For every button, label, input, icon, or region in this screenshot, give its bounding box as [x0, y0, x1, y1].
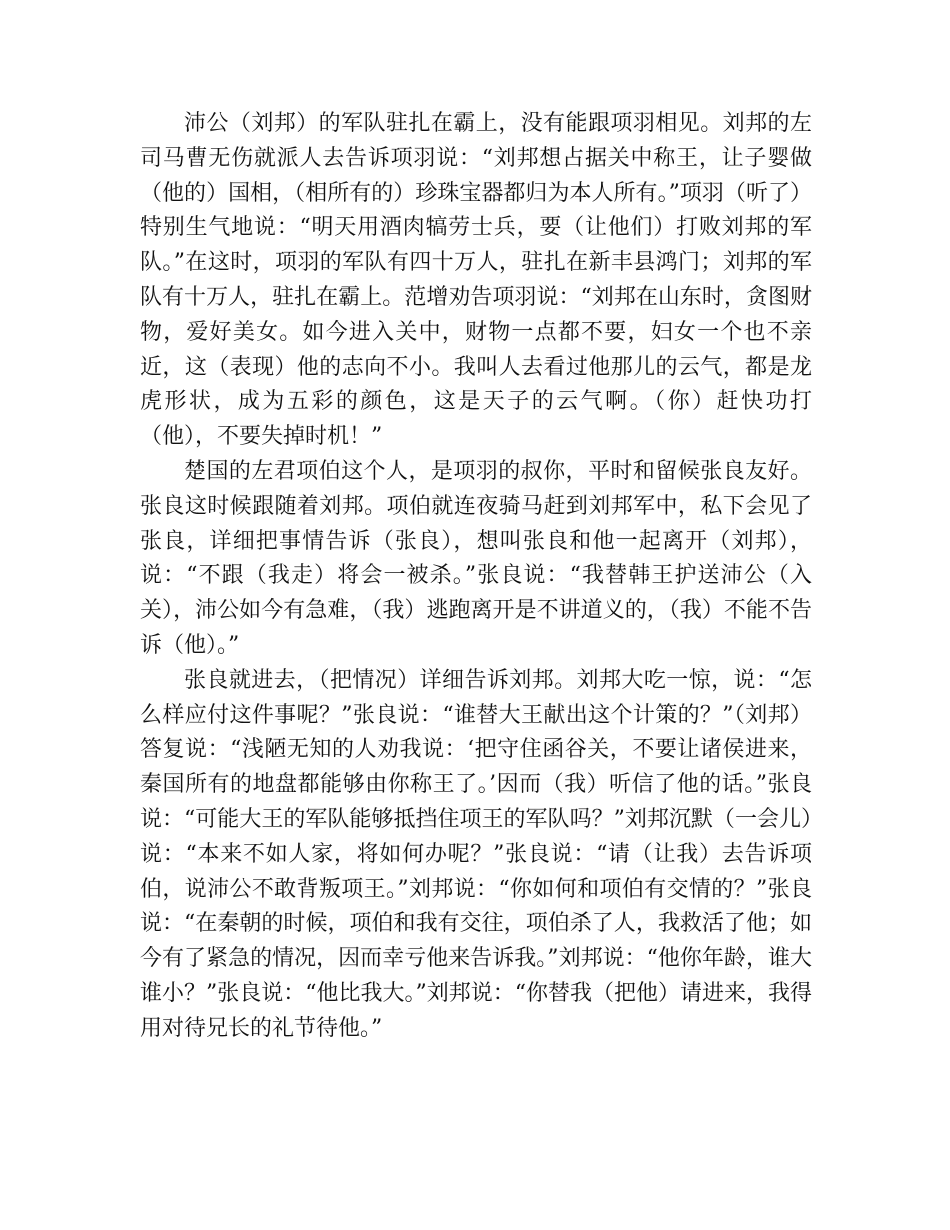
paragraph-2: 楚国的左君项伯这个人，是项羽的叔你，平时和留候张良友好。张良这时候跟随着刘邦。项伯就连夜骑马赶到刘邦军中，私下会见了张良，详细把事情告诉（张良），想叫张良和他一起离开（刘邦），说：“不跟（我走）将会一被杀。”张良说：“我替韩王护送沛公（入关），沛公如今有急难，（我）逃跑离开是不讲道义的，（我）不能不告诉（他）。”: [140, 458, 812, 658]
document-body: [140, 107, 812, 1047]
paragraph-1: 沛公（刘邦）的军队驻扎在霸上，没有能跟项羽相见。刘邦的左司马曹无伤就派人去告诉项羽说：“刘邦想占据关中称王，让子婴做（他的）国相，（相所有的）珍珠宝器都归为本人所有。”项羽（听了）特别生气地说：“明天用酒肉犒劳士兵，要（让他们）打败刘邦的军队。”在这时，项羽的军队有四十万人，驻扎在新丰县鸿门；刘邦的军队有十万人，驻扎在霸上。范增劝告项羽说：“刘邦在山东时，贪图财物，爱好美女。如今进入关中，财物一点都不要，妇女一个也不亲近，这（表现）他的志向不小。我叫人去看过他那儿的云气，都是龙虎形状，成为五彩的颜色，这是天子的云气啊。（你）赶快功打（他），不要失掉时机！”: [140, 111, 812, 450]
paragraph-3: 张良就进去，（把情况）详细告诉刘邦。刘邦大吃一惊，说：“怎么样应付这件事呢？”张良说：“谁替大王献出这个计策的？”（刘邦）答复说：“浅陋无知的人劝我说：‘把守住函谷关，不要让诸侯进来，秦国所有的地盘都能够由你称王了。’因而（我）听信了他的话。”张良说：“可能大王的军队能够抵挡住项王的军队吗？”刘邦沉默（一会儿）说：“本来不如人家，将如何办呢？”张良说：“请（让我）去告诉项伯，说沛公不敢背叛项王。”刘邦说：“你如何和项伯有交情的？”张良说：“在秦朝的时候，项伯和我有交往，项伯杀了人，我救活了他；如今有了紧急的情况，因而幸亏他来告诉我。”刘邦说：“他你年龄，谁大谁小？”张良说：“他比我大。”刘邦说：“你替我（把他）请进来，我得用对待兄长的礼节待他。”: [140, 667, 812, 1041]
